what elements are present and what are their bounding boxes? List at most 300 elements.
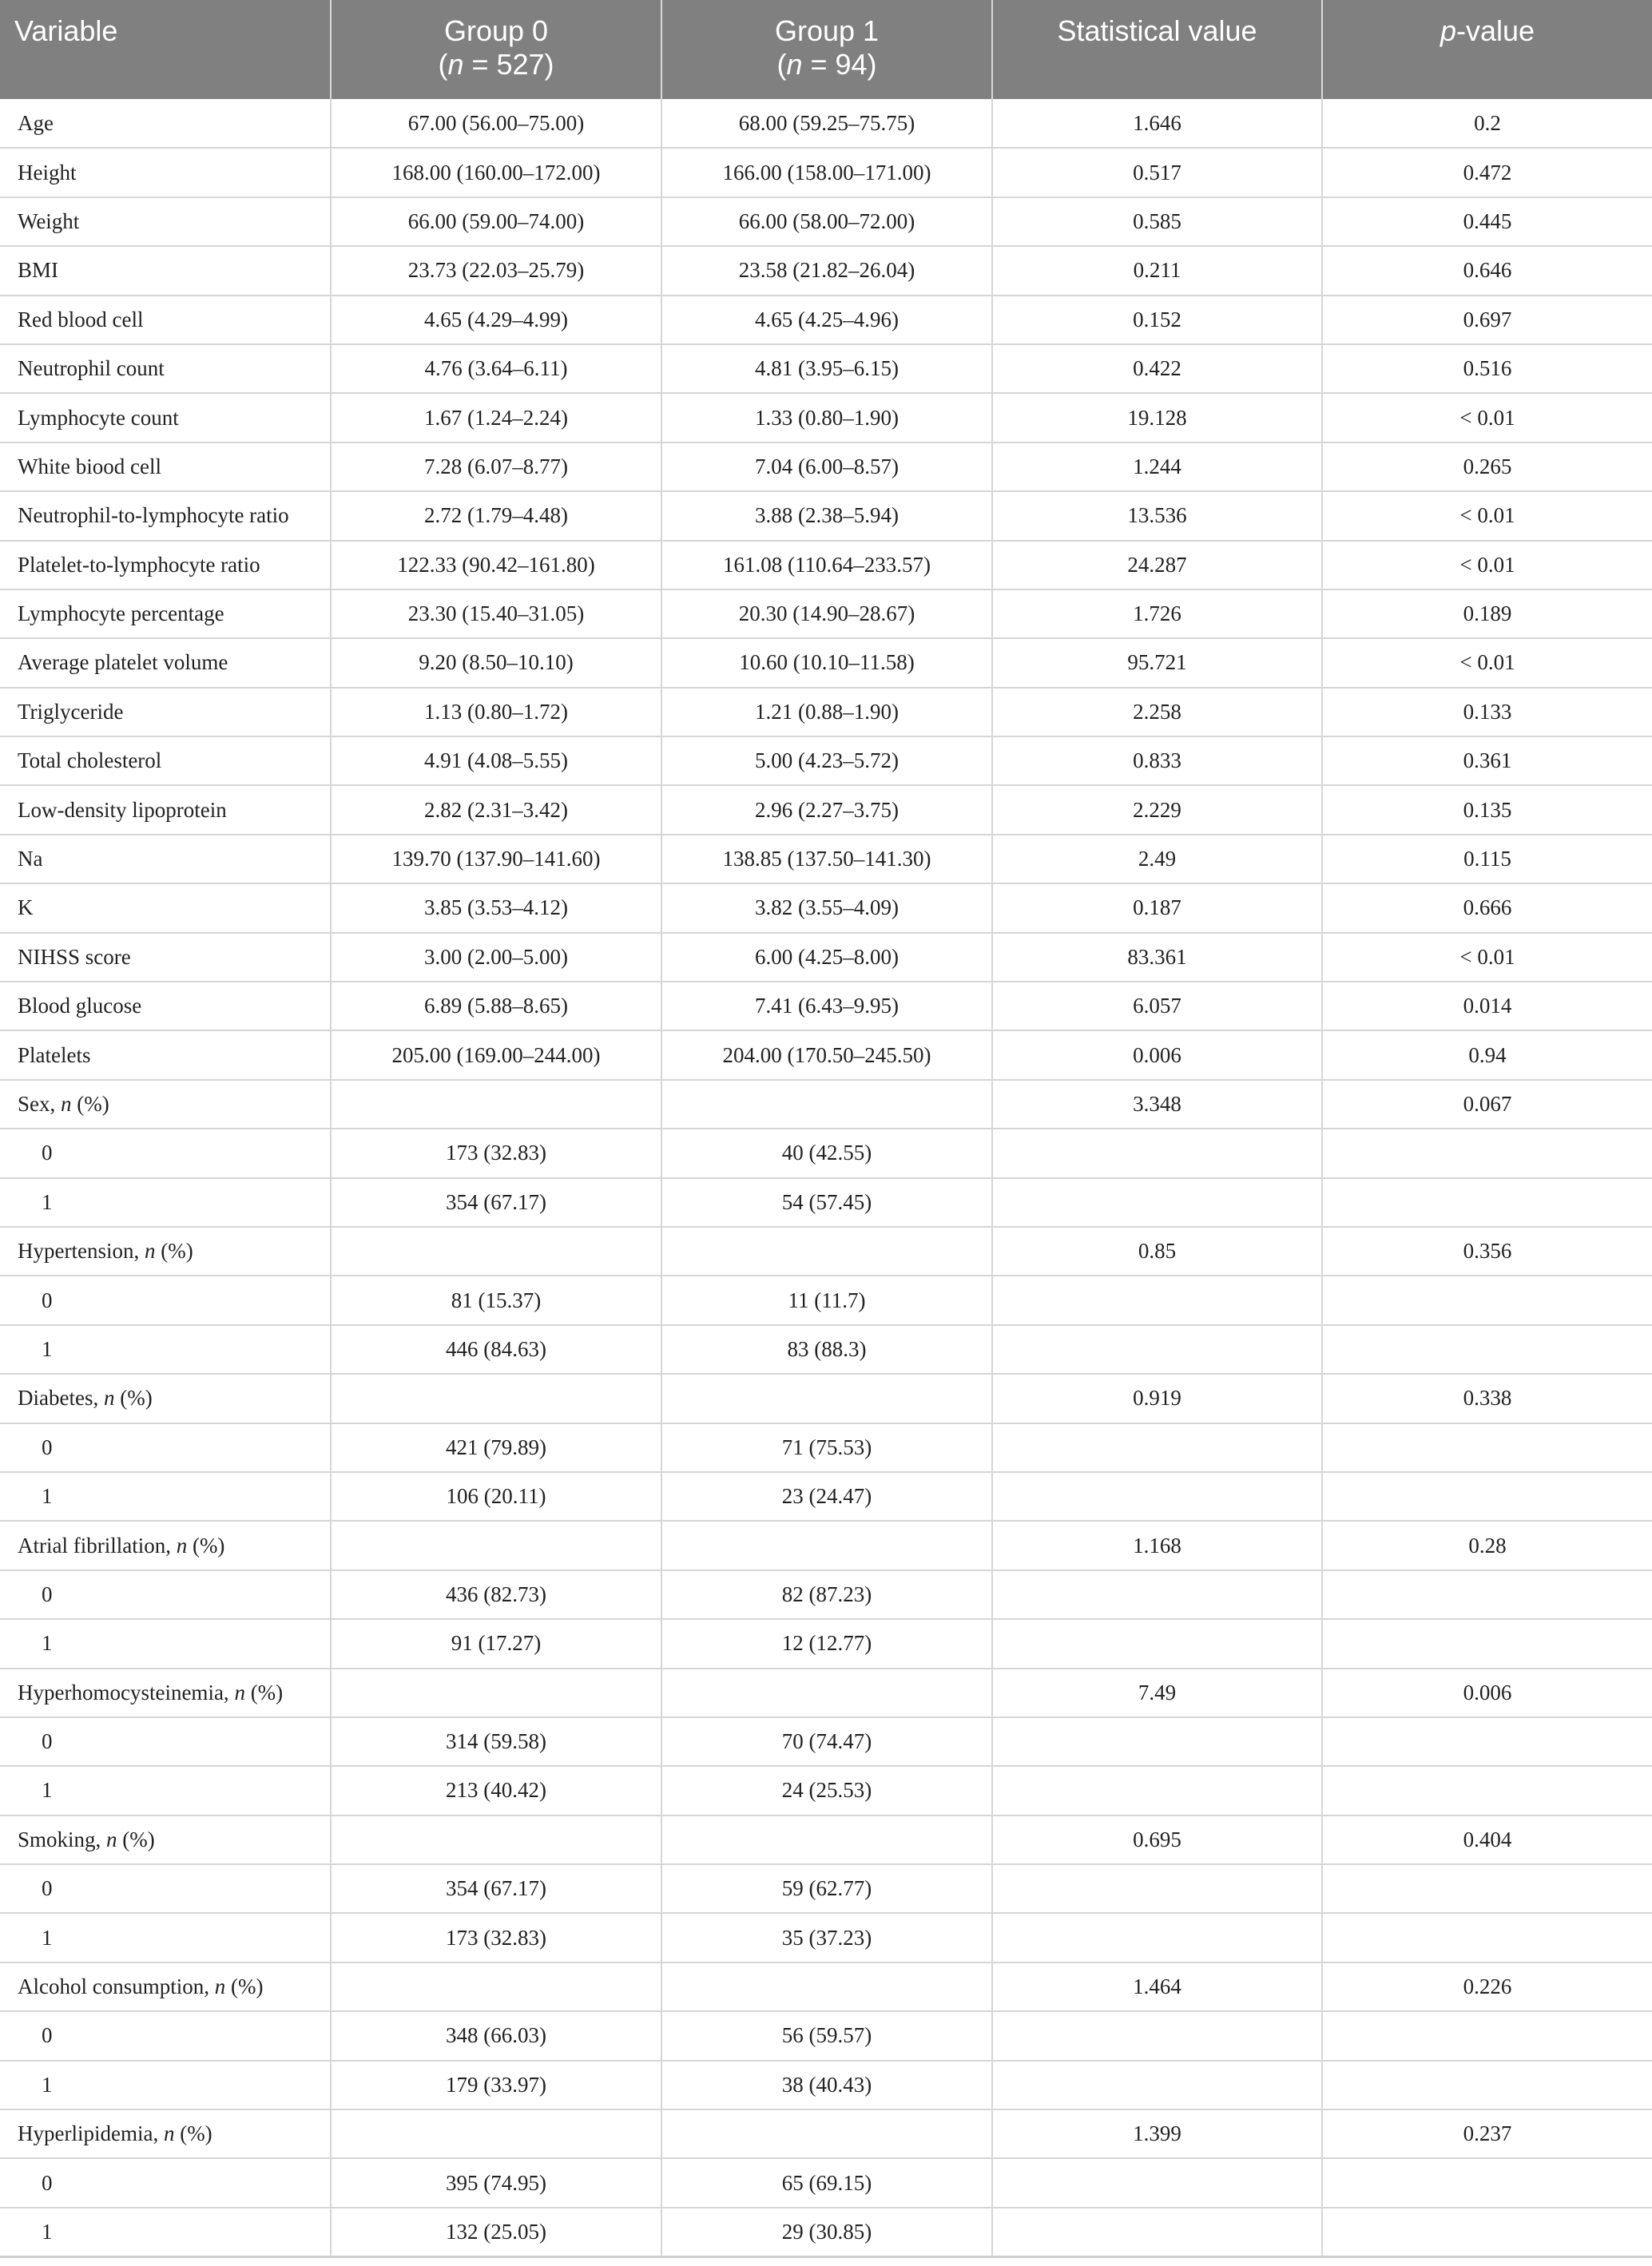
cell-group1: 71 (75.53) xyxy=(661,1423,992,1472)
cell-variable: Blood glucose xyxy=(0,982,331,1030)
cell-variable: 0 xyxy=(0,1570,331,1619)
cell-group0: 173 (32.83) xyxy=(331,1129,661,1177)
cell-group1: 24 (25.53) xyxy=(661,1766,992,1815)
cell-statistical-value: 0.833 xyxy=(992,736,1322,785)
cell-group1: 10.60 (10.10–11.58) xyxy=(661,638,992,687)
cell-p-value xyxy=(1322,2061,1652,2109)
cell-statistical-value: 1.168 xyxy=(992,1521,1322,1570)
cell-variable: White biood cell xyxy=(0,442,331,491)
cell-variable-name: Hypertension, xyxy=(18,1239,145,1264)
cell-variable xyxy=(0,1816,331,1864)
cell-variable-suffix: (%) xyxy=(155,1239,193,1264)
cell-group0: 179 (33.97) xyxy=(331,2061,661,2109)
cell-variable: 1 xyxy=(0,2208,331,2256)
cell-group0 xyxy=(331,2109,661,2158)
cell-statistical-value xyxy=(992,2158,1322,2207)
cell-variable: 0 xyxy=(0,1276,331,1324)
cell-statistical-value: 7.49 xyxy=(992,1669,1322,1717)
cell-group1: 6.00 (4.25–8.00) xyxy=(661,933,992,982)
cell-group1: 82 (87.23) xyxy=(661,1570,992,1619)
table-row xyxy=(0,933,1652,982)
cell-variable: Age xyxy=(0,99,331,148)
cell-p-value: 0.338 xyxy=(1322,1374,1652,1423)
header-group1-n-prefix: ( xyxy=(776,48,787,81)
cell-p-value xyxy=(1322,1913,1652,1962)
cell-statistical-value: 0.187 xyxy=(992,883,1322,932)
table-row xyxy=(0,638,1652,687)
cell-statistical-value: 1.464 xyxy=(992,1962,1322,2011)
cell-group0: 6.89 (5.88–8.65) xyxy=(331,982,661,1030)
cell-p-value: 0.472 xyxy=(1322,148,1652,196)
cell-group0 xyxy=(331,1521,661,1570)
cell-statistical-value: 0.919 xyxy=(992,1374,1322,1423)
cell-p-value xyxy=(1322,1472,1652,1521)
cell-p-value: 0.006 xyxy=(1322,1669,1652,1717)
cell-group0: 4.65 (4.29–4.99) xyxy=(331,296,661,344)
table-subrow xyxy=(0,1766,1652,1815)
cell-p-value: 0.28 xyxy=(1322,1521,1652,1570)
cell-statistical-value xyxy=(992,1423,1322,1472)
cell-variable: 1 xyxy=(0,1325,331,1374)
cell-group1: 4.65 (4.25–4.96) xyxy=(661,296,992,344)
cell-group1: 5.00 (4.23–5.72) xyxy=(661,736,992,785)
cell-group0: 4.76 (3.64–6.11) xyxy=(331,344,661,393)
header-group0-n xyxy=(346,48,646,81)
cell-group1: 138.85 (137.50–141.30) xyxy=(661,835,992,883)
cell-statistical-value: 2.229 xyxy=(992,785,1322,834)
header-group0-title: Group 0 xyxy=(443,14,549,47)
cell-group0: 139.70 (137.90–141.60) xyxy=(331,835,661,883)
cell-variable-n-italic: n xyxy=(176,1533,188,1558)
header-p-value xyxy=(1322,0,1652,99)
cell-group1: 11 (11.7) xyxy=(661,1276,992,1324)
cell-p-value xyxy=(1322,1325,1652,1374)
cell-group0: 23.73 (22.03–25.79) xyxy=(331,246,661,295)
table-row xyxy=(0,736,1652,785)
table-subrow xyxy=(0,1913,1652,1962)
cell-p-value: 0.356 xyxy=(1322,1227,1652,1276)
cell-group0: 1.13 (0.80–1.72) xyxy=(331,688,661,736)
cell-p-value: 0.2 xyxy=(1322,99,1652,148)
cell-variable: 1 xyxy=(0,1472,331,1521)
cell-group0 xyxy=(331,1227,661,1276)
cell-variable: 0 xyxy=(0,2011,331,2060)
cell-group0: 23.30 (15.40–31.05) xyxy=(331,589,661,638)
table-subrow xyxy=(0,2011,1652,2060)
cell-group0: 132 (25.05) xyxy=(331,2208,661,2256)
cell-p-value xyxy=(1322,1276,1652,1324)
table-row xyxy=(0,1816,1652,1864)
cell-statistical-value: 0.695 xyxy=(992,1816,1322,1864)
table-row xyxy=(0,1962,1652,2011)
cell-group1 xyxy=(661,1521,992,1570)
cell-variable: Lymphocyte count xyxy=(0,393,331,442)
table-row xyxy=(0,1227,1652,1276)
cell-variable xyxy=(0,2109,331,2158)
table-row xyxy=(0,883,1652,932)
cell-variable-name: Hyperhomocysteinemia, xyxy=(18,1680,235,1704)
cell-group0: 354 (67.17) xyxy=(331,1864,661,1913)
cell-p-value: < 0.01 xyxy=(1322,541,1652,589)
cell-statistical-value: 2.49 xyxy=(992,835,1322,883)
cell-group1: 35 (37.23) xyxy=(661,1913,992,1962)
cell-p-value: 0.135 xyxy=(1322,785,1652,834)
cell-group0: 81 (15.37) xyxy=(331,1276,661,1324)
cell-variable xyxy=(0,1669,331,1717)
cell-statistical-value xyxy=(992,1766,1322,1815)
cell-variable-suffix: (%) xyxy=(117,1827,155,1851)
cell-variable: Triglyceride xyxy=(0,688,331,736)
cell-group1: 161.08 (110.64–233.57) xyxy=(661,541,992,589)
table-subrow xyxy=(0,2158,1652,2207)
cell-group0: 66.00 (59.00–74.00) xyxy=(331,197,661,246)
cell-statistical-value: 13.536 xyxy=(992,491,1322,540)
cell-statistical-value: 0.211 xyxy=(992,246,1322,295)
cell-variable-n-italic: n xyxy=(214,1974,226,1999)
cell-group0: 2.72 (1.79–4.48) xyxy=(331,491,661,540)
cell-group0: 106 (20.11) xyxy=(331,1472,661,1521)
cell-group0: 421 (79.89) xyxy=(331,1423,661,1472)
cell-p-value: 0.361 xyxy=(1322,736,1652,785)
table-subrow xyxy=(0,1570,1652,1619)
cell-p-value: < 0.01 xyxy=(1322,491,1652,540)
table-row xyxy=(0,785,1652,834)
cell-p-value xyxy=(1322,1178,1652,1227)
cell-variable: 1 xyxy=(0,1178,331,1227)
cell-statistical-value xyxy=(992,1619,1322,1668)
cell-statistical-value: 0.585 xyxy=(992,197,1322,246)
cell-variable xyxy=(0,1227,331,1276)
table-subrow xyxy=(0,1276,1652,1324)
cell-variable: Platelets xyxy=(0,1030,331,1079)
header-statistical-value-label: Statistical value xyxy=(1057,14,1257,47)
cell-group0 xyxy=(331,1080,661,1129)
header-statistical-value xyxy=(992,0,1322,99)
cell-p-value xyxy=(1322,2011,1652,2060)
table-row xyxy=(0,1374,1652,1423)
header-group1-n xyxy=(677,48,977,81)
cell-group0: 446 (84.63) xyxy=(331,1325,661,1374)
cell-group1: 66.00 (58.00–72.00) xyxy=(661,197,992,246)
cell-p-value: 0.404 xyxy=(1322,1816,1652,1864)
cell-variable xyxy=(0,1080,331,1129)
cell-statistical-value xyxy=(992,1472,1322,1521)
cell-group1: 204.00 (170.50–245.50) xyxy=(661,1030,992,1079)
cell-group1 xyxy=(661,1962,992,2011)
header-row xyxy=(0,0,1652,99)
cell-p-value: 0.697 xyxy=(1322,296,1652,344)
cell-p-value xyxy=(1322,1766,1652,1815)
header-group1 xyxy=(661,0,992,99)
cell-variable: Platelet-to-lymphocyte ratio xyxy=(0,541,331,589)
cell-group0: 122.33 (90.42–161.80) xyxy=(331,541,661,589)
cell-variable: 1 xyxy=(0,2061,331,2109)
cell-variable: Weight xyxy=(0,197,331,246)
table-subrow xyxy=(0,1619,1652,1668)
cell-group0 xyxy=(331,1669,661,1717)
cell-group1 xyxy=(661,1374,992,1423)
cell-statistical-value: 1.399 xyxy=(992,2109,1322,2158)
cell-group1: 83 (88.3) xyxy=(661,1325,992,1374)
cell-p-value: 0.646 xyxy=(1322,246,1652,295)
header-group0 xyxy=(331,0,661,99)
table-row xyxy=(0,99,1652,148)
table-subrow xyxy=(0,2061,1652,2109)
cell-group0: 314 (59.58) xyxy=(331,1717,661,1766)
cell-p-value: 0.265 xyxy=(1322,442,1652,491)
cell-statistical-value: 0.517 xyxy=(992,148,1322,196)
cell-variable: NIHSS score xyxy=(0,933,331,982)
cell-statistical-value: 19.128 xyxy=(992,393,1322,442)
cell-variable: Total cholesterol xyxy=(0,736,331,785)
table-subrow xyxy=(0,1325,1652,1374)
cell-variable-n-italic: n xyxy=(144,1239,156,1264)
cell-p-value xyxy=(1322,1619,1652,1668)
cell-group1: 3.88 (2.38–5.94) xyxy=(661,491,992,540)
table-row xyxy=(0,2109,1652,2158)
cell-variable-suffix: (%) xyxy=(187,1533,225,1558)
header-variable-label: Variable xyxy=(14,14,118,47)
cell-variable: Red blood cell xyxy=(0,296,331,344)
cell-variable: K xyxy=(0,883,331,932)
cell-group1: 4.81 (3.95–6.15) xyxy=(661,344,992,393)
cell-group1: 29 (30.85) xyxy=(661,2208,992,2256)
cell-group1 xyxy=(661,2109,992,2158)
header-group1-n-italic: n xyxy=(786,48,803,81)
table-row xyxy=(0,296,1652,344)
cell-variable xyxy=(0,1962,331,2011)
cell-group1: 38 (40.43) xyxy=(661,2061,992,2109)
cell-variable: 1 xyxy=(0,1619,331,1668)
cell-variable: 0 xyxy=(0,1129,331,1177)
cell-group1 xyxy=(661,1080,992,1129)
cell-group1: 20.30 (14.90–28.67) xyxy=(661,589,992,638)
cell-variable: Neutrophil count xyxy=(0,344,331,393)
cell-group0: 354 (67.17) xyxy=(331,1178,661,1227)
cell-p-value: 0.067 xyxy=(1322,1080,1652,1129)
table-row xyxy=(0,1669,1652,1717)
cell-group1: 56 (59.57) xyxy=(661,2011,992,2060)
cell-p-value xyxy=(1322,1129,1652,1177)
cell-statistical-value xyxy=(992,2208,1322,2256)
table-row xyxy=(0,982,1652,1030)
cell-statistical-value xyxy=(992,1129,1322,1177)
cell-p-value xyxy=(1322,1717,1652,1766)
cell-p-value: 0.133 xyxy=(1322,688,1652,736)
cell-group0 xyxy=(331,1962,661,2011)
cell-statistical-value: 1.244 xyxy=(992,442,1322,491)
cell-p-value: 0.94 xyxy=(1322,1030,1652,1079)
header-p-value-rest: -value xyxy=(1455,14,1535,47)
header-variable xyxy=(0,0,331,99)
cell-group1: 40 (42.55) xyxy=(661,1129,992,1177)
cell-statistical-value xyxy=(992,1325,1322,1374)
cell-variable: Low-density lipoprotein xyxy=(0,785,331,834)
table-row xyxy=(0,246,1652,295)
cell-group0: 213 (40.42) xyxy=(331,1766,661,1815)
cell-variable-suffix: (%) xyxy=(71,1092,109,1116)
cell-variable: Na xyxy=(0,835,331,883)
cell-group1: 2.96 (2.27–3.75) xyxy=(661,785,992,834)
cell-group1: 1.33 (0.80–1.90) xyxy=(661,393,992,442)
cell-variable: 0 xyxy=(0,2158,331,2207)
cell-statistical-value: 3.348 xyxy=(992,1080,1322,1129)
cell-statistical-value: 1.726 xyxy=(992,589,1322,638)
table-row xyxy=(0,197,1652,246)
cell-group0: 67.00 (56.00–75.00) xyxy=(331,99,661,148)
cell-group0 xyxy=(331,1816,661,1864)
cell-statistical-value xyxy=(992,1178,1322,1227)
table-row xyxy=(0,148,1652,196)
header-group0-n-italic: n xyxy=(447,48,464,81)
cell-p-value: 0.445 xyxy=(1322,197,1652,246)
table-subrow xyxy=(0,1864,1652,1913)
table-row xyxy=(0,491,1652,540)
cell-statistical-value: 0.152 xyxy=(992,296,1322,344)
cell-statistical-value: 0.85 xyxy=(992,1227,1322,1276)
cell-p-value xyxy=(1322,2158,1652,2207)
cell-variable-name: Smoking, xyxy=(18,1827,107,1851)
header-group1-title: Group 1 xyxy=(774,14,880,47)
cell-group1: 166.00 (158.00–171.00) xyxy=(661,148,992,196)
cell-p-value: 0.014 xyxy=(1322,982,1652,1030)
table-row xyxy=(0,688,1652,736)
cell-statistical-value: 2.258 xyxy=(992,688,1322,736)
cell-group0: 4.91 (4.08–5.55) xyxy=(331,736,661,785)
cell-statistical-value: 1.646 xyxy=(992,99,1322,148)
table-subrow xyxy=(0,1178,1652,1227)
cell-group0: 168.00 (160.00–172.00) xyxy=(331,148,661,196)
cell-variable-n-italic: n xyxy=(106,1827,117,1851)
cell-group0: 3.00 (2.00–5.00) xyxy=(331,933,661,982)
cell-variable: Average platelet volume xyxy=(0,638,331,687)
cell-variable-suffix: (%) xyxy=(225,1974,264,1999)
cell-variable: 0 xyxy=(0,1717,331,1766)
cell-variable: Lymphocyte percentage xyxy=(0,589,331,638)
table-row xyxy=(0,393,1652,442)
table-row xyxy=(0,1030,1652,1079)
cell-group1: 68.00 (59.25–75.75) xyxy=(661,99,992,148)
cell-group0: 2.82 (2.31–3.42) xyxy=(331,785,661,834)
table-row xyxy=(0,442,1652,491)
cell-statistical-value: 83.361 xyxy=(992,933,1322,982)
cell-statistical-value xyxy=(992,2011,1322,2060)
cell-variable-n-italic: n xyxy=(234,1680,245,1704)
cell-group1: 54 (57.45) xyxy=(661,1178,992,1227)
cell-variable xyxy=(0,1374,331,1423)
cell-p-value: < 0.01 xyxy=(1322,638,1652,687)
cell-group1: 7.04 (6.00–8.57) xyxy=(661,442,992,491)
table-subrow xyxy=(0,1129,1652,1177)
header-group1-n-rest: = 94) xyxy=(802,48,877,81)
cell-p-value: < 0.01 xyxy=(1322,933,1652,982)
cell-p-value: 0.516 xyxy=(1322,344,1652,393)
cell-statistical-value xyxy=(992,1717,1322,1766)
cell-statistical-value: 24.287 xyxy=(992,541,1322,589)
table-subrow xyxy=(0,1717,1652,1766)
table-row xyxy=(0,589,1652,638)
cell-variable: 1 xyxy=(0,1913,331,1962)
cell-variable-n-italic: n xyxy=(61,1092,72,1116)
cell-variable-name: Hyperlipidemia, xyxy=(18,2121,164,2146)
cell-group0: 7.28 (6.07–8.77) xyxy=(331,442,661,491)
cell-group0: 173 (32.83) xyxy=(331,1913,661,1962)
cell-p-value: 0.115 xyxy=(1322,835,1652,883)
cell-group0: 436 (82.73) xyxy=(331,1570,661,1619)
cell-group1: 70 (74.47) xyxy=(661,1717,992,1766)
cell-group0: 205.00 (169.00–244.00) xyxy=(331,1030,661,1079)
table-body xyxy=(0,99,1652,2256)
cell-statistical-value xyxy=(992,2061,1322,2109)
cell-statistical-value xyxy=(992,1864,1322,1913)
cell-variable-suffix: (%) xyxy=(114,1386,153,1411)
cell-variable: 0 xyxy=(0,1864,331,1913)
cell-statistical-value: 6.057 xyxy=(992,982,1322,1030)
header-group0-n-prefix: ( xyxy=(438,48,448,81)
cell-group1: 3.82 (3.55–4.09) xyxy=(661,883,992,932)
cell-variable-name: Alcohol consumption, xyxy=(18,1974,215,1999)
cell-statistical-value xyxy=(992,1570,1322,1619)
cell-variable-n-italic: n xyxy=(163,2121,175,2146)
cell-variable: Neutrophil-to-lymphocyte ratio xyxy=(0,491,331,540)
cell-p-value: 0.237 xyxy=(1322,2109,1652,2158)
cell-group0: 9.20 (8.50–10.10) xyxy=(331,638,661,687)
cell-group0: 348 (66.03) xyxy=(331,2011,661,2060)
cell-group1: 23 (24.47) xyxy=(661,1472,992,1521)
table-subrow xyxy=(0,1423,1652,1472)
cell-group1: 7.41 (6.43–9.95) xyxy=(661,982,992,1030)
header-p-value-italic: p xyxy=(1440,14,1456,47)
cell-variable: BMI xyxy=(0,246,331,295)
cell-variable-name: Sex, xyxy=(18,1092,61,1116)
header-group0-n-rest: = 527) xyxy=(463,48,554,81)
cell-variable-suffix: (%) xyxy=(244,1680,284,1704)
cell-group1 xyxy=(661,1816,992,1864)
cell-variable-n-italic: n xyxy=(103,1386,115,1411)
cell-variable: Height xyxy=(0,148,331,196)
cell-p-value: 0.226 xyxy=(1322,1962,1652,2011)
cell-variable: 1 xyxy=(0,1766,331,1815)
table-row xyxy=(0,541,1652,589)
table-subrow xyxy=(0,1472,1652,1521)
cell-p-value: 0.189 xyxy=(1322,589,1652,638)
cell-p-value xyxy=(1322,1570,1652,1619)
table-row xyxy=(0,835,1652,883)
cell-group0 xyxy=(331,1374,661,1423)
cell-p-value xyxy=(1322,1423,1652,1472)
table-row xyxy=(0,344,1652,393)
cell-group1: 23.58 (21.82–26.04) xyxy=(661,246,992,295)
cell-statistical-value: 0.006 xyxy=(992,1030,1322,1079)
cell-group1 xyxy=(661,1227,992,1276)
cell-variable xyxy=(0,1521,331,1570)
table-subrow xyxy=(0,2208,1652,2256)
cell-p-value: 0.666 xyxy=(1322,883,1652,932)
cell-p-value: < 0.01 xyxy=(1322,393,1652,442)
cell-variable-name: Atrial fibrillation, xyxy=(18,1533,177,1558)
cell-group1: 65 (69.15) xyxy=(661,2158,992,2207)
cell-group1: 12 (12.77) xyxy=(661,1619,992,1668)
cell-group0: 1.67 (1.24–2.24) xyxy=(331,393,661,442)
table-header xyxy=(0,0,1652,99)
cell-group1: 1.21 (0.88–1.90) xyxy=(661,688,992,736)
cell-statistical-value xyxy=(992,1913,1322,1962)
cell-p-value xyxy=(1322,1864,1652,1913)
cell-variable-suffix: (%) xyxy=(174,2121,212,2146)
cell-group1 xyxy=(661,1669,992,1717)
cell-statistical-value: 0.422 xyxy=(992,344,1322,393)
cell-group1: 59 (62.77) xyxy=(661,1864,992,1913)
